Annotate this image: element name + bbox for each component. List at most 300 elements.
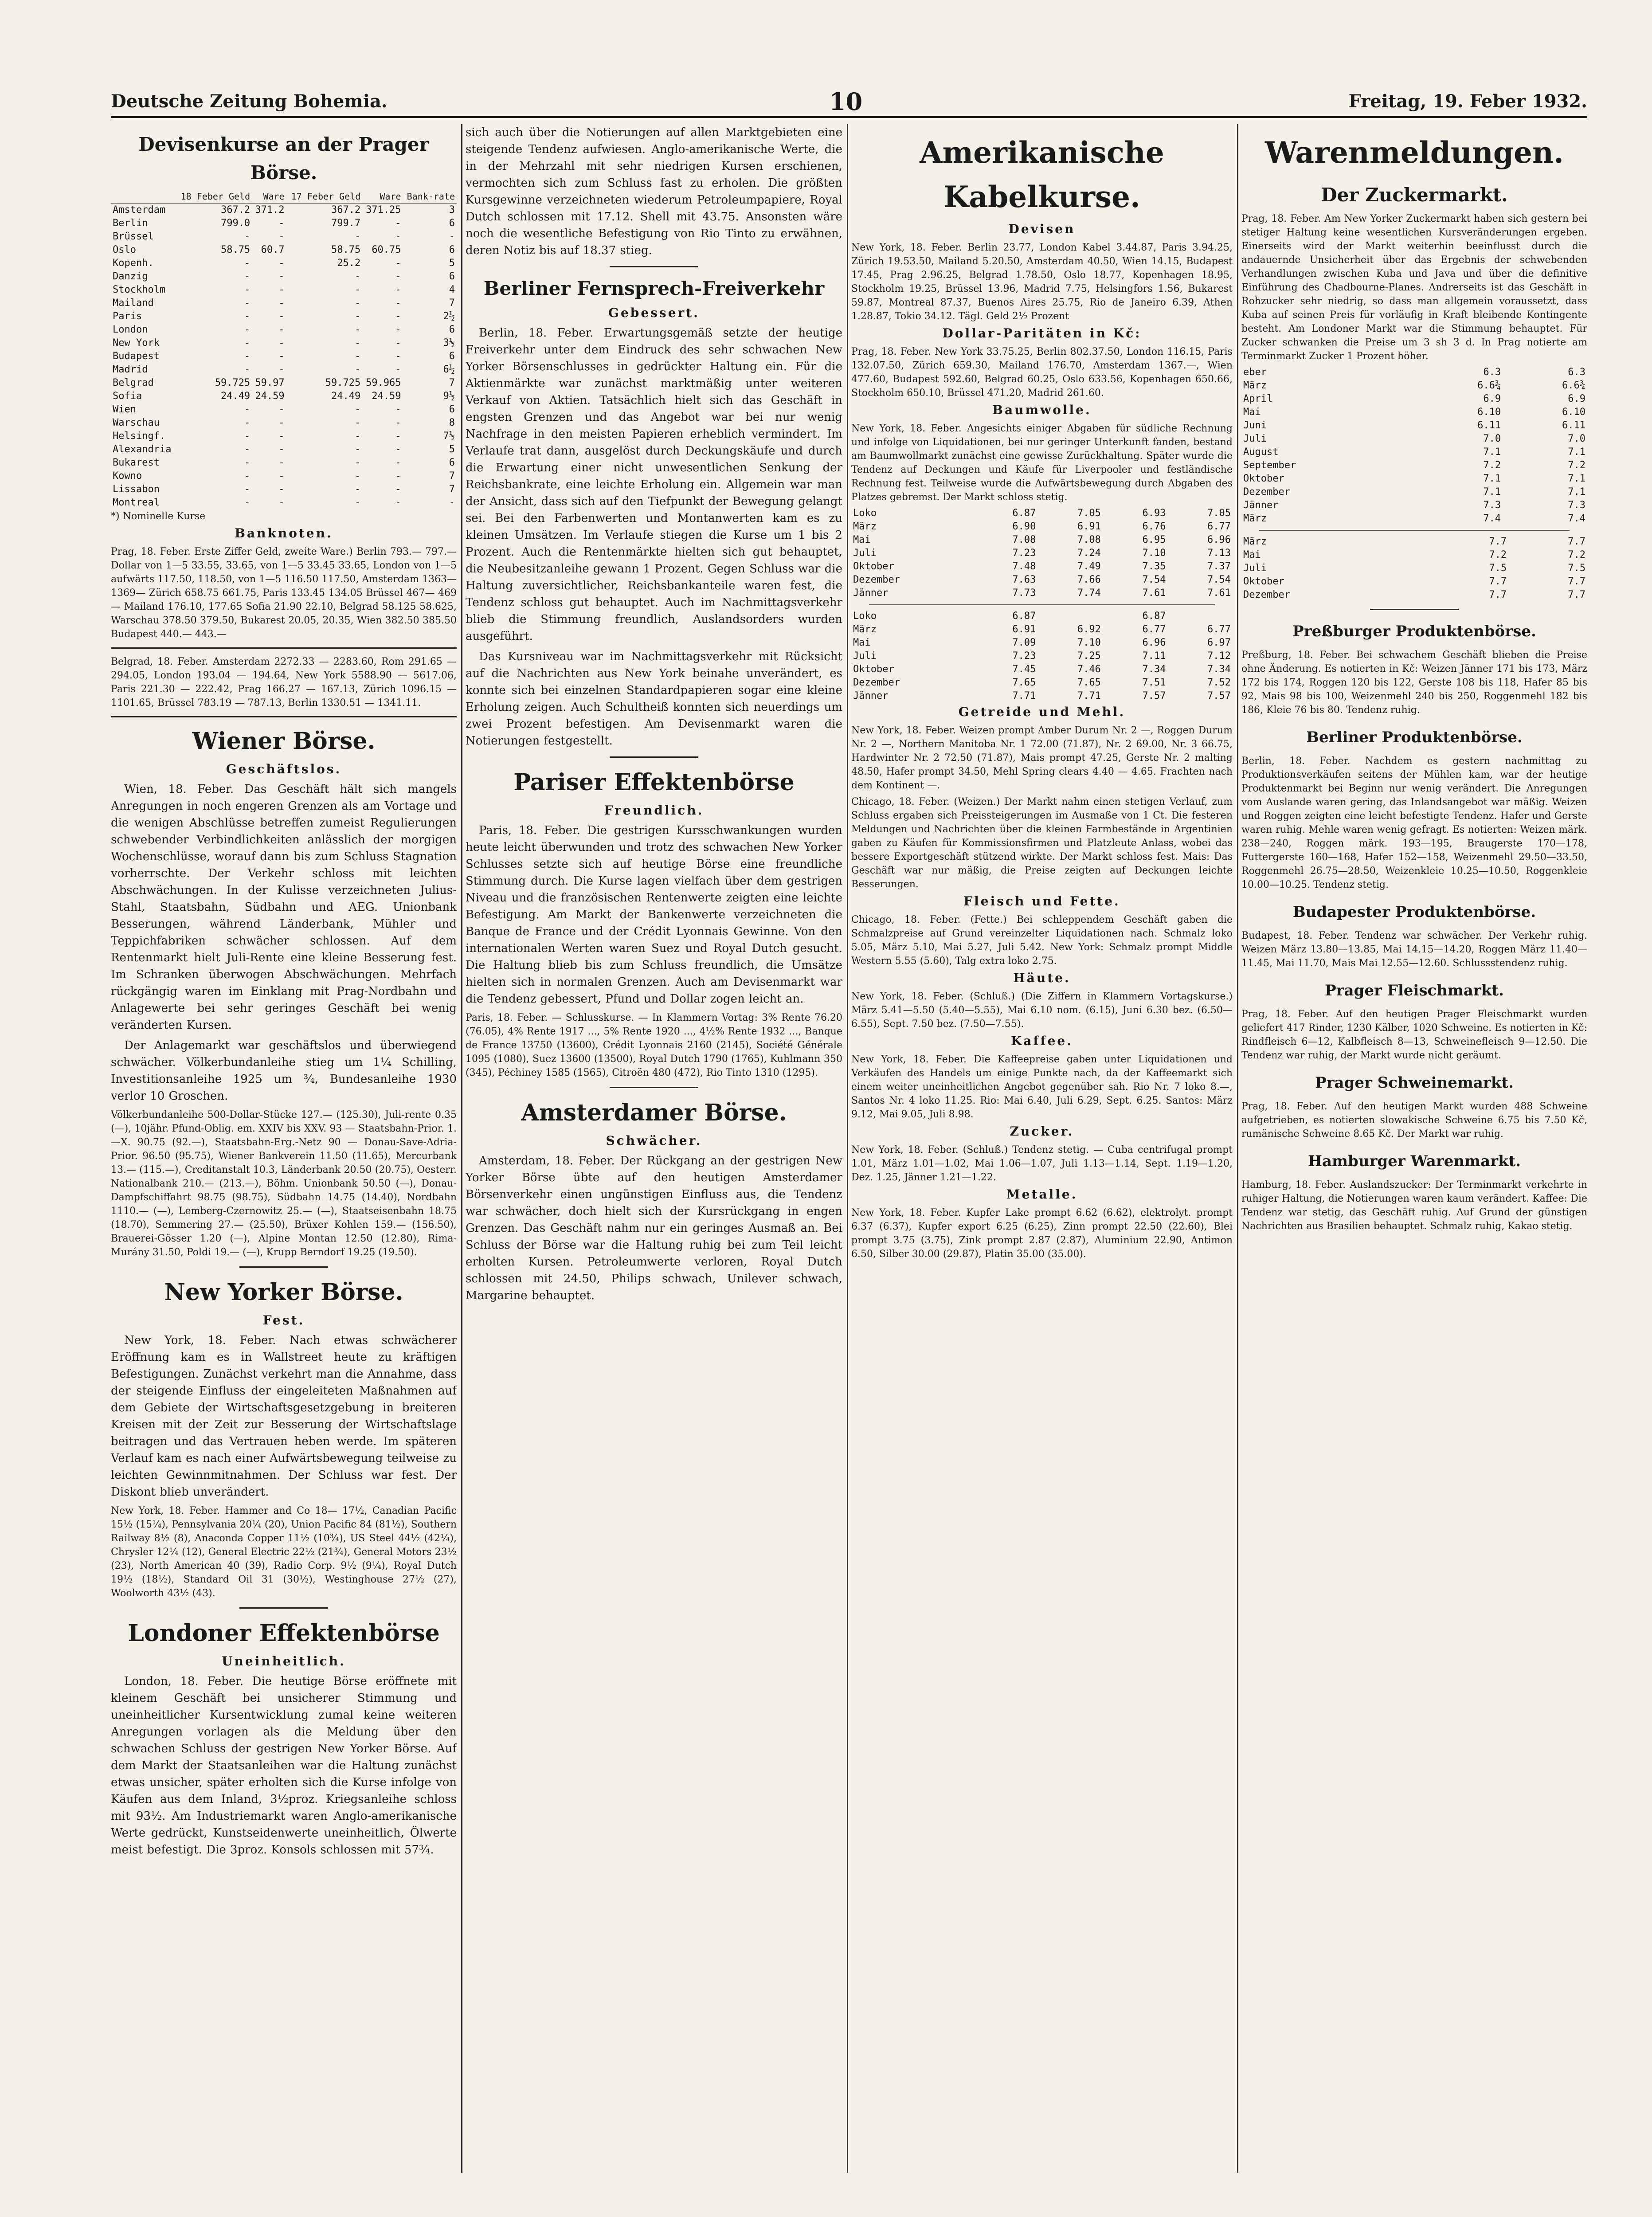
table-cell: - (244, 404, 251, 415)
table-cell: 6.11 (1562, 420, 1585, 431)
table-cell: Wien (113, 404, 136, 415)
table-cell: 7.25 (1077, 650, 1101, 662)
table-cell: März (1243, 380, 1267, 391)
table-cell: - (355, 311, 361, 322)
table-cell: Stockholm (113, 284, 166, 295)
table-cell: 7.46 (1077, 664, 1101, 675)
table-row (1241, 575, 1587, 588)
table-cell: Budapest (113, 351, 160, 362)
table-cell: Alexandria (113, 444, 172, 455)
table-cell: Berlin (113, 218, 148, 229)
table-cell: 7.09 (1012, 637, 1036, 648)
table-cell: Juli (853, 548, 877, 559)
table-cell: 7 (449, 484, 455, 495)
newspaper-name: Deutsche Zeitung Bohemia. (111, 91, 388, 112)
table-cell: Paris (113, 311, 142, 322)
table-cell: Danzig (113, 271, 148, 282)
table-cell: 6.10 (1562, 407, 1585, 418)
column-divider (1237, 124, 1238, 2173)
table-cell: Mai (853, 637, 871, 648)
table-cell: - (395, 417, 401, 428)
table-cell: Oktober (853, 664, 894, 675)
table-cell: Mai (853, 534, 871, 545)
table-cell: 7.5 (1489, 563, 1507, 574)
anlage-text: Der Anlagemarkt war geschäftslos und überwiegend schwächer. Völkerbundanleihe stieg um 1¼ Schilling, Investitionsanleihe 1925 um ¾, Bundesanleihe 1930 verlor 10 Groschen. (111, 1039, 457, 1103)
column-4 (1241, 124, 1587, 2208)
table-cell: 7.7 (1568, 536, 1585, 547)
table-cell: Warschau (113, 417, 160, 428)
table-row (851, 533, 1233, 547)
table-cell: 7 (449, 377, 455, 388)
kurs-list: Völkerbundanleihe 500-Dollar-Stücke 127.— (125.30), Juli-rente 0.35 (—), 10jähr. Pfund-Oblig. em. XXIV bis XXV. 93 — Staatsbahn-Prior. 1.—X. 90.75 (92.—), Staatsbahn-Erg.-Netz 90 — Donau-Save-Adria-Prior. 96.50 (95.75), Wiener Bankverein 11.50 (11.65), Mercurbank 13.— (115.—), Creditanstalt 10.3, Länderbank 20.50 (20.75), Oesterr. Nationalbank 210.— (213.—), Böhm. Unionbank 50.50 (—), Donau-Dampfschiffahrt 98.75 (98.75), Südbahn 14.75 (14.40), Nordbahn 1110.— (—), Lemberg-Czernowitz 25.— (—), Staatseisenbahn 18.75 (18.70), Semmering 27.— (25.50), Brüxer Kohlen 159.— (156.50), Brauerei-Gösser 1.20 (—), Alpine Montan 12.50 (12.80), Rima-Murány 31.50, Poldi 19.— (—), Krupp Berndorf 19.25 (19.50). (111, 1109, 457, 1258)
table-cell: Mai (1243, 407, 1261, 418)
table-cell: 7.37 (1207, 561, 1231, 572)
table-cell: - (395, 324, 401, 335)
table-cell: - (278, 284, 285, 295)
column-3 (851, 124, 1233, 2208)
table-cell: - (395, 484, 401, 495)
devisen-sub: Devisen (1008, 222, 1076, 236)
table-cell: 7.23 (1012, 650, 1036, 662)
dollar-text: Prag, 18. Feber. New York 33.75.25, Berlin 802.37.50, London 116.15, Paris 132.07.50, Zürich 659.30, Mailand 176.70, Amsterdam 1367.—, Wien 477.60, Budapest 592.60, Belgrad 60.25, Oslo 633.56, Kopenhagen 650.66, Stockholm 650.10, Brüssel 471.20, Madrid 261.60. (851, 346, 1233, 399)
table-cell: - (355, 351, 361, 362)
prager-fleisch-text: Prag, 18. Feber. Auf den heutigen Prager Fleischmarkt wurden geliefert 417 Rinder, 1230 Kälber, 1020 Schweine. Es notierten in Kč: Rindfleisch 6—12, Kalbfleisch 8—13, Schweinefleisch 9—12.50. Die Tendenz war ruhig, der Markt wurde nicht geräumt. (1241, 1009, 1587, 1061)
table-row (1241, 499, 1587, 512)
table-cell: - (278, 404, 285, 415)
table-cell: Bukarest (113, 457, 160, 468)
newyork-list: New York, 18. Feber. Hammer and Co 18— 17½, Canadian Pacific 15½ (15¼), Pennsylvania 20¼ (20), Union Pacific 84 (81½), Southern Railway 8½ (8), Anaconda Copper 11½ (10¾), US Steel 44½ (42¼), Chrysler 12¼ (12), General Electric 22½ (21¾), General Motors 23½ (23), North American 40 (39), Radio Corp. 9½ (9¼), Royal Dutch 19½ (18½), Standard Oil 31 (30½), Westinghouse 27½ (27), Woolworth 43½ (43). (111, 1505, 457, 1599)
table-cell: - (278, 311, 285, 322)
table-cell: 6.77 (1207, 624, 1231, 635)
table-row (1241, 406, 1587, 419)
table-row (1241, 392, 1587, 406)
table-cell: Jänner (1243, 500, 1279, 511)
table-cell: - (355, 337, 361, 349)
table-row (111, 456, 457, 470)
table-cell: - (244, 311, 251, 322)
london-text: London, 18. Feber. Die heutige Börse eröffnete mit kleinem Geschäft bei unsicherer Stimmung und uneinheitlicher Kursentwicklung zumal keine weiteren Anregungen vorlagen als die Meldung über den schwachen Schluss der gestrigen New Yorker Börse. Auf dem Markt der Staatsanleihen war die Haltung zunächst etwas unsicher, später erholten sich die Kurse infolge von Käufen aus dem Inland, 3½proz. Kriegsanleihe schloss mit 93½. Am Industriemarkt waren Anglo-amerikanische Werte gedrückt, Kunstseidenwerte uneinheitlich, Ölwerte meist befestigt. Die 3proz. Konsols schlossen mit 57¾. (111, 1675, 457, 1857)
table-cell: 6 (449, 324, 455, 335)
table-cell: Belgrad (113, 377, 154, 388)
table-cell: - (244, 324, 251, 335)
table-cell: - (278, 444, 285, 455)
baumwolle-sub: Baumwolle. (992, 403, 1092, 417)
berlin-produkten-text: Berlin, 18. Feber. Nachdem es gestern nachmittag zu Produktionsverkäufen seitens der Mühlen kam, war der heutige Produktenmarkt bei Beginn nur wenig verändert. Die Anregungen vom Auslande waren gering, das Inlandsangebot war mäßig. Weizen und Roggen zeigten eine leicht befestigte Tendenz. Hafer und Gerste waren ruhig. Mehle waren wenig gefragt. Es notierten: Weizen märk. 238—240, Roggen märk. 193—195, Braugerste 170—178, Futtergerste 160—168, Hafer 152—158, Weizenmehl 29.50—33.50, Roggenmehl 26.75—28.50, Weizenkleie 10.25—10.50, Roggenkleie 10.00—10.25. Tendenz stetig. (1241, 756, 1587, 890)
table-cell: - (278, 258, 285, 269)
table-cell: 7.10 (1077, 637, 1101, 648)
table-cell: - (395, 284, 401, 295)
table-row (851, 507, 1233, 520)
table-cell: 7.1 (1568, 486, 1585, 497)
table-row (851, 689, 1233, 703)
table-row (1241, 366, 1587, 379)
table-cell: Dezember (1243, 486, 1290, 497)
table-cell: - (244, 258, 251, 269)
london-zucker-table (1241, 366, 1587, 525)
table-cell: 6.87 (1142, 611, 1166, 622)
table-cell: eber (1243, 367, 1267, 378)
table-row (111, 297, 457, 310)
table-cell: 6.11 (1477, 420, 1501, 431)
table-cell: Loko (853, 611, 877, 622)
table-cell: 7.08 (1012, 534, 1036, 545)
table-cell: Jänner (853, 690, 889, 701)
liverpool-table (1241, 535, 1587, 602)
table-cell: - (395, 351, 401, 362)
table-cell: 60.75 (372, 244, 401, 255)
berlin-title: Berliner Fernsprech-Freiverkehr (483, 278, 825, 299)
pressburg-text: Preßburg, 18. Feber. Bei schwachem Geschäft blieben die Preise ohne Änderung. Es notierten in Kč: Weizen Jänner 171 bis 173, März 172 bis 174, Roggen 120 bis 122, Gerste 108 bis 118, Hafer 85 bis 92, Mais 98 bis 100, Weizenmehl 240 bis 250, Roggenmehl 182 bis 186, Kleie 76 bis 80. Tendenz ruhig. (1241, 650, 1587, 716)
table-cell: 7.5 (1568, 563, 1585, 574)
table-cell: - (244, 497, 251, 508)
berlin-sub: Gebessert. (608, 306, 700, 320)
table-row (851, 623, 1233, 636)
table-cell: 7.7 (1489, 536, 1507, 547)
continued-text: sich auch über die Notierungen auf allen Marktgebieten eine steigende Tendenz aufwiesen. Anglo-amerikanische Werte, die in der Mehrzahl mit sehr niedrigen Kursen erschienen, vermochten sich zum Schluss fast zu erholen. Die größten Kursgewinne verzeichneten wiederum Petroleumpapiere, Royal Dutch schlossen mit 17.12. Shell mit 43.75. Ansonsten wäre noch die wesentliche Befestigung von Rio Tinto zu erwähnen, deren Notiz bis auf 18.37 stieg. (466, 126, 842, 257)
table-cell: 6.6¾ (1477, 380, 1501, 391)
table-cell: 4 (449, 284, 455, 295)
table-cell: 7.35 (1142, 561, 1166, 572)
table-cell: 7.1 (1483, 447, 1501, 458)
table-row (851, 663, 1233, 676)
table-cell: 7.7 (1489, 576, 1507, 587)
table-cell: 6.9 (1483, 393, 1501, 404)
table-cell: - (355, 364, 361, 375)
table-cell: - (355, 497, 361, 508)
table-cell: 7.45 (1012, 664, 1036, 675)
table-cell: 7.2 (1489, 549, 1507, 560)
table-cell: Dezember (853, 574, 900, 585)
table-cell: 7.71 (1012, 690, 1036, 701)
table-cell: 7.48 (1012, 561, 1036, 572)
table-row (111, 257, 457, 270)
table-cell: 7.13 (1207, 548, 1231, 559)
table-header: 18 Feber Geld (176, 190, 252, 204)
metalle-sub: Metalle. (1006, 1187, 1078, 1202)
table-cell: - (395, 218, 401, 229)
baumwolle-text: New York, 18. Feber. Angesichts einiger Abgaben für südliche Rechnung und infolge von Liquidationen, bei nur geringer Unterkunft fanden, bestand am Baumwollmarkt zunächst eine gewisse Zurückhaltung. Später wurde die Tendenz auf Deckungen und Käufe für Liverpooler und festländische Rechnung fest. Teilweise wurde die Aufwärtsbewegung durch Abgaben des Platzes gebremst. Der Markt schloss stetig. (851, 423, 1233, 503)
table-cell: 7.65 (1012, 677, 1036, 688)
table-cell: 25.2 (337, 258, 361, 269)
table-cell: 6.91 (1077, 521, 1101, 532)
table-cell: - (278, 231, 285, 242)
berlin-produkten-title: Berliner Produktenbörse. (1306, 729, 1523, 746)
budapest-text: Budapest, 18. Feber. Tendenz war schwächer. Der Verkehr ruhig. Weizen März 13.80—13.85, Mai 14.15—14.20, Roggen März 11.40—11.45, Mai 11.70, Mais Mai 12.55—12.60. Schlussstendenz ruhig. (1241, 930, 1587, 969)
table-cell: - (355, 271, 361, 282)
table-cell: Loko (853, 508, 877, 519)
table-header: 17 Feber Geld (286, 190, 363, 204)
table-cell: - (449, 231, 455, 242)
newyork-text: New York, 18. Feber. Nach etwas schwächerer Eröffnung kam es in Wallstreet heute zu kräftigen Befestigungen. Zunächst verkehrt man die Annahme, dass der steigende Einfluss der eingeleiteten Maßnahmen auf dem Gebiete der Wirtschaftsgesetzgebung in breiteren Kreisen mit der Zeit zur Besserung der Wirtschaftslage beitragen und das Vertrauen heben werde. Im späteren Verlauf kam es nach einer Aufwärtsbewegung teilweise zu leichten Gewinnmitnahmen. Der Schluss war fest. Der Diskont blieb unverändert. (111, 1334, 457, 1499)
table-cell: 7.7 (1489, 589, 1507, 600)
table-row (111, 283, 457, 297)
hamburg-title: Hamburger Warenmarkt. (1308, 1152, 1521, 1170)
table-cell: 7.65 (1077, 677, 1101, 688)
table-cell: 6.77 (1207, 521, 1231, 532)
table-header (111, 190, 176, 204)
table-cell: 6.3 (1568, 367, 1585, 378)
table-cell: April (1243, 393, 1273, 404)
table-cell: - (244, 284, 251, 295)
table-cell: - (355, 231, 361, 242)
table-cell: August (1243, 447, 1279, 458)
table-cell: Mai (1243, 549, 1261, 560)
table-cell: 7.24 (1077, 548, 1101, 559)
table-cell: 7.0 (1483, 433, 1501, 444)
amsterdam-sub: Schwächer. (606, 1133, 702, 1148)
table-cell: 7.71 (1077, 690, 1101, 701)
london-sub: Uneinheitlich. (222, 1654, 346, 1669)
table-cell: - (278, 271, 285, 282)
belgrad-text: Belgrad, 18. Feber. Amsterdam 2272.33 — 2283.60, Rom 291.65 — 294.05, London 193.04 — 194.64, New York 5588.90 — 5617.06, Paris 221.30 — 222.42, Prag 166.27 — 167.13, Zürich 1096.15 — 1101.65, Brüssel 783.19 — 787.13, Berlin 1330.51 — 1341.11. (111, 656, 457, 709)
table-cell: - (278, 457, 285, 468)
table-cell: Oktober (853, 561, 894, 572)
table-cell: Oktober (1243, 473, 1284, 484)
kabelkurse-title: Amerikanische Kabelkurse. (920, 135, 1164, 214)
paris-text: Paris, 18. Feber. Die gestrigen Kursschwankungen wurden heute leicht überwunden und trotz des schwachen New Yorker Schlusses setzte sich auf heutige Börse eine freundliche Stimmung durch. Die Kurse lagen vielfach über dem gestrigen Niveau und die französischen Rentenwerte zeigten eine leichte Befestigung. Am Markt der Bankenwerte verzeichneten die Banque de France und der Crédit Lyonnais Gewinne. Von den internationalen Werten waren Suez und Royal Dutch gesucht. Die Haltung blieb bis zum Schluss freundlich, die Umsätze hielten sich in normalen Grenzen. Auch am Devisenmarkt war die Tendenz gebessert, Pfund und Dollar zogen leicht an. (466, 824, 842, 1006)
table-cell: 7.1 (1483, 486, 1501, 497)
baumwolle-table (851, 507, 1233, 600)
table-cell: 6.77 (1142, 624, 1166, 635)
schwein-title: Prager Schweinemarkt. (1315, 1074, 1514, 1092)
table-cell: 7.4 (1568, 513, 1585, 524)
table-row (1241, 548, 1587, 562)
table-cell: 59.97 (255, 377, 285, 388)
kaffee-text: New York, 18. Feber. Die Kaffeepreise gaben unter Liquidationen und Verkäufen des Handels um einige Punkte nach, da der Kaffeemarkt sich einem weiter uneinheitlichen Angebot gegenüber sah. Rio Nr. 7 loko 8.—, Santos Nr. 4 loko 11.25. Rio: Mai 6.40, Juli 6.29, Sept. 6.25. Santos: März 9.12, Mai 9.05, Juli 8.98. (851, 1054, 1233, 1120)
table-cell: 6 (449, 271, 455, 282)
pressburg-title: Preßburger Produktenbörse. (1292, 623, 1536, 640)
column-divider (461, 124, 462, 2173)
table-cell: März (853, 521, 877, 532)
table-cell: - (244, 351, 251, 362)
table-row (1241, 535, 1587, 548)
table-cell: 9½ (443, 391, 455, 402)
table-cell: - (278, 470, 285, 482)
table-cell: 6.76 (1142, 521, 1166, 532)
table-cell: - (395, 470, 401, 482)
table-cell: 7.2 (1483, 460, 1501, 471)
table-cell: 7.57 (1142, 690, 1166, 701)
table-cell: - (395, 431, 401, 442)
table-cell: Sofia (113, 391, 142, 402)
table-cell: 7.34 (1142, 664, 1166, 675)
table-cell: 60.7 (261, 244, 285, 255)
table-cell: 3 (449, 204, 455, 215)
london-title: Londoner Effektenbörse (128, 1620, 440, 1647)
table-row (111, 483, 457, 496)
table-cell: 5 (449, 258, 455, 269)
table-row (851, 547, 1233, 560)
table-cell: 24.59 (372, 391, 401, 402)
zuckermarkt-text: Prag, 18. Feber. Am New Yorker Zuckermarkt haben sich gestern bei stetiger Haltung keine wesentlichen Kursveränderungen ergeben. Einerseits wird der Markt weiterhin beeinflusst durch die andauernde Unsicherheit über das Ergebnis der schwebenden Verhandlungen zwischen Kuba und Java und über die definitive Einführung des Chadbourne-Planes. Andrerseits ist das Geschäft in Rohzucker sehr niedrig, so dass man allgemein voraussetzt, dass Kuba auf seinen Preis für vorläufig in Kraft bleibende Kontingente besteht. Am Londoner Markt war die Stimmung behauptet. Für Zucker schwanken die Preise um 3 sh 3 d. In Prag notierte am Terminmarkt Zucker 1 Prozent höher. (1241, 213, 1587, 362)
table-cell: 7.0 (1568, 433, 1585, 444)
table-cell: 6.9 (1568, 393, 1585, 404)
table-cell: - (395, 404, 401, 415)
berlin-text: Berlin, 18. Feber. Erwartungsgemäß setzte der heutige Freiverkehr unter dem Eindruck des sehr schwachen New Yorker Börsenschlusses in gedrückter Haltung ein. Für die Aktienmärkte war zunächst marktmäßig unter weiteren Verkauf von Aktien. Tatsächlich hielt sich das Geschäft in engsten Grenzen und das Angebot war bei nur wenig Nachfrage in den meisten Papieren erheblich vermindert. Im Verlaufe trat dann, ausgelöst durch Deckungskäufe und durch die Erwartung einer nicht unwesentlichen Senkung der Reichsbankrate, eine leichte Erholung ein. Allgemein war man der Ansicht, dass sich auf den Tiefpunkt der Bewegung gelangt sei. Bei den Farbenwerten und Montanwerten kam es zu kleinen Umsätzen. Im Verlaufe stiegen die Kurse um 1 bis 2 Prozent. Auch die Rentenmärkte hielten sich gut behauptet, die Neubesitzanleihe gewann 1 Prozent. Gegen Schluss war die Haltung zuversichtlicher, Reichsbankanteile waren fest, die Tendenz schloss gut behauptet. Auch im Nachmittagsverkehr blieb die Stimmung freundlich, Auslandsorders wurden ausgeführt. (466, 326, 842, 643)
table-cell: Kopenh. (113, 258, 154, 269)
table-row (851, 573, 1233, 587)
table-row (111, 416, 457, 430)
table-row (851, 587, 1233, 600)
table-cell: - (244, 457, 251, 468)
column-1 (111, 124, 457, 2208)
table-cell: 6.91 (1012, 624, 1036, 635)
table-cell: - (355, 404, 361, 415)
table-cell: 7 (449, 470, 455, 482)
table-cell: - (395, 457, 401, 468)
table-cell: 7.4 (1483, 513, 1501, 524)
table-cell: 7.52 (1207, 677, 1231, 688)
table-row (111, 496, 457, 509)
chicago-text: Chicago, 18. Feber. (Weizen.) Der Markt nahm einen stetigen Verlauf, zum Schluss ergaben sich Preissteigerungen im Ausmaße von 1 Ct. Die festeren Meldungen und Nachrichten über die kleinen Farmbestände in Argentinien gaben zu Käufen für Kommissionsfirmen und Platzleute Anlass, wobei das bessere Exportgeschäft stützend wirkte. Der Markt schloss fest. Mais: Das Geschäft war nur mäßig, die Preise zeigten auf Deckungen leichte Besserungen. (851, 796, 1233, 890)
table-cell: - (355, 457, 361, 468)
zucker-text: New York, 18. Feber. (Schluß.) Tendenz stetig. — Cuba centrifugal prompt 1.01, März 1.01—1.02, Mai 1.06—1.07, Juli 1.13—1.14, Sept. 1.19—1.20, Dez. 1.25, Jänner 1.21—1.22. (851, 1144, 1233, 1183)
table-cell: 7.2 (1568, 549, 1585, 560)
table-cell: - (278, 324, 285, 335)
table-cell: 24.49 (220, 391, 251, 402)
table-cell: New York (113, 337, 160, 349)
table-cell: 7.73 (1012, 588, 1036, 599)
table-cell: - (244, 484, 251, 495)
table-cell: - (395, 337, 401, 349)
table-cell: - (395, 364, 401, 375)
table-row (111, 270, 457, 283)
haute-sub: Häute. (1013, 971, 1071, 985)
table-row (111, 470, 457, 483)
table-cell: - (355, 444, 361, 455)
table-cell: Dezember (853, 677, 900, 688)
table-row (111, 443, 457, 456)
table-cell: Juli (1243, 433, 1267, 444)
table-cell: 7½ (443, 431, 455, 442)
paris-title: Pariser Effektenbörse (513, 769, 795, 796)
table-cell: - (244, 231, 251, 242)
dollar-sub: Dollar-Paritäten in Kč: (942, 326, 1142, 341)
wiener-sub: Geschäftslos. (226, 762, 342, 776)
table-cell: 7.7 (1568, 589, 1585, 600)
table-cell: 7.57 (1207, 690, 1231, 701)
table-row (111, 376, 457, 390)
table-cell: Mailand (113, 298, 154, 309)
table-cell: März (1243, 513, 1267, 524)
table-cell: - (355, 470, 361, 482)
table-cell: 799.0 (220, 218, 251, 229)
table-header: Ware (362, 190, 403, 204)
table-cell: 59.965 (366, 377, 401, 388)
table-cell: 58.75 (220, 244, 251, 255)
table-row (111, 310, 457, 323)
table-cell: 7.61 (1207, 588, 1231, 599)
table-row (851, 650, 1233, 663)
table-cell: 7.54 (1207, 574, 1231, 585)
table-cell: 6.10 (1477, 407, 1501, 418)
table-cell: 7.2 (1568, 460, 1585, 471)
banknoten-title: Banknoten. (235, 526, 333, 541)
table-row (1241, 446, 1587, 459)
table-row (1241, 472, 1587, 486)
table-cell: 24.49 (331, 391, 361, 402)
issue-date: Freitag, 19. Feber 1932. (1348, 91, 1587, 112)
table-cell: 7.08 (1077, 534, 1101, 545)
table-row (851, 520, 1233, 533)
table-cell: - (395, 231, 401, 242)
table-row (1241, 459, 1587, 472)
table-cell: 7.7 (1568, 576, 1585, 587)
table-header: Ware (252, 190, 286, 204)
table-cell: - (244, 298, 251, 309)
table-row (111, 390, 457, 403)
orleans-table (851, 610, 1233, 703)
table-cell: 6.92 (1077, 624, 1101, 635)
table-cell: - (244, 271, 251, 282)
table-cell: 6.87 (1012, 508, 1036, 519)
table-cell: 7.1 (1568, 447, 1585, 458)
table-cell: 6.96 (1142, 637, 1166, 648)
table-cell: - (278, 431, 285, 442)
table-cell: - (395, 497, 401, 508)
table-cell: 7.63 (1012, 574, 1036, 585)
table-cell: - (278, 298, 285, 309)
table-cell: 799.7 (331, 218, 361, 229)
table-row (111, 430, 457, 443)
table-cell: 6 (449, 457, 455, 468)
table-cell: Juli (1243, 563, 1267, 574)
table-cell: Juni (1243, 420, 1267, 431)
table-row (1241, 379, 1587, 392)
table-cell: Oktober (1243, 576, 1284, 587)
table-cell: September (1243, 460, 1296, 471)
newyork-title: New Yorker Börse. (164, 1279, 403, 1306)
table-cell: - (278, 351, 285, 362)
table-cell: Jänner (853, 588, 889, 599)
table-row (1241, 512, 1587, 525)
banknoten-text: Prag, 18. Feber. Erste Ziffer Geld, zweite Ware.) Berlin 793.— 797.— Dollar von 1—5 33.55, 33.65, von 1—5 33.45 33.65, London von 1—5 aufwärts 117.50, 118.50, von 1—5 116.50 117.50, Amsterdam 1363— 1369— Zürich 658.75 661.75, Paris 133.45 134.05 Brüssel 467— 469— Mailand 176.10, 177.65 Sofia 21.90 22.10, Belgrad 58.125 58.625, Warschau 378.50 379.50, Bukarest 20.05, 20.35, Wien 382.50 385.50 Budapest 440.— 443.— (111, 546, 457, 640)
table-row (851, 610, 1233, 623)
paris-sub: Freundlich. (604, 803, 704, 818)
paris-list: Paris, 18. Feber. — Schlusskurse. — In Klammern Vortag: 3% Rente 76.20 (76.05), 4% Rente 1917 ..., 5% Rente 1920 ..., 4½% Rente 1932 ..., Banque de France 13750 (13600), Crédit Lyonnais 2160 (2145), Société Générale 1095 (1080), Suez 13600 (13500), Royal Dutch 1790 (1765), Kuhlmann 350 (345), Péchiney 1585 (1565), Citroën 480 (472), Rio Tinto 1310 (1295). (466, 1012, 842, 1078)
table-cell: 6½ (443, 364, 455, 375)
table-cell: 6.95 (1142, 534, 1166, 545)
kaffee-sub: Kaffee. (1011, 1034, 1073, 1048)
table-cell: - (355, 324, 361, 335)
table-cell: 6.90 (1012, 521, 1036, 532)
table-row (851, 676, 1233, 689)
page-number: 10 (829, 87, 863, 116)
table-cell: - (244, 431, 251, 442)
table-cell: - (278, 364, 285, 375)
table-cell: - (395, 271, 401, 282)
fleisch-text: Chicago, 18. Feber. (Fette.) Bei schleppendem Geschäft gaben die Schmalzpreise auf Grund vereinzelter Liquidationen nach. Schmalz loko 5.05, März 5.10, Mai 5.27, Juli 5.42. New York: Schmalz prompt Middle Western 5.55 (5.60), Talg extra loko 2.75. (851, 914, 1233, 967)
table-cell: 7.1 (1483, 473, 1501, 484)
table-cell: Brüssel (113, 231, 154, 242)
devisen-title: Devisenkurse an der Prager Börse. (138, 133, 429, 184)
table-cell: - (244, 417, 251, 428)
column-divider (847, 124, 848, 2173)
table-cell: - (244, 337, 251, 349)
table-cell: 7.3 (1568, 500, 1585, 511)
table-cell: - (395, 444, 401, 455)
table-row (111, 403, 457, 416)
amsterdam-text: Amsterdam, 18. Feber. Der Rückgang an der gestrigen New Yorker Börse übte auf den heutigen Amsterdamer Börsenverkehr einen ungünstigen Einfluss aus, die Tendenz war schwächer, doch hielt sich der Kursrückgang in engen Grenzen. Das Geschäft nahm nur ein geringes Ausmaß an. Bei Schluss der Börse war die Haltung ruhig bei zum Teil leicht erholten Kursen. Petroleumwerte verloren, Royal Dutch schlossen mit 24.50, Philips schwach, Unilever schwach, Margarine behauptet. (466, 1154, 842, 1302)
devisen-table (111, 190, 457, 509)
table-cell: 7.51 (1142, 677, 1166, 688)
table-cell: Madrid (113, 364, 148, 375)
table-cell: 2½ (443, 311, 455, 322)
table-cell: 3½ (443, 337, 455, 349)
table-row (111, 230, 457, 243)
table-cell: Amsterdam (113, 204, 166, 215)
table-row (851, 560, 1233, 573)
